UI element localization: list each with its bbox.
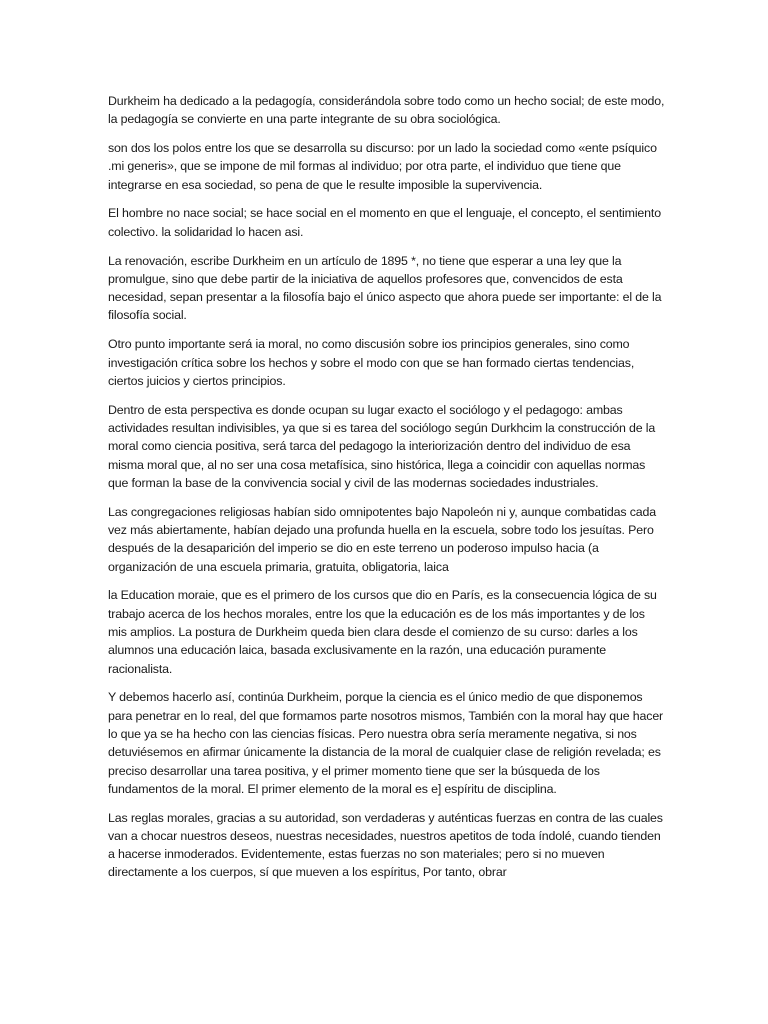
paragraph: La renovación, escribe Durkheim en un artículo de 1895 *, no tiene que esperar a una ley que la promulgue, sino que debe partir de la iniciativa de aquellos profesores que, convencidos de esta necesidad, sepan presentar a la filosofía bajo el único aspecto que ahora puede ser importante: el de la filosofía social. bbox=[108, 253, 662, 323]
paragraph: Dentro de esta perspectiva es donde ocupan su lugar exacto el sociólogo y el pedagogo: ambas actividades resultan indivisibles, ya que si es tarea del sociólogo según Durkhcim la construcción de la moral como ciencia positiva, será tarca del pedagogo la interiorización dentro del individuo de esa misma moral que, al no ser una cosa metafísica, sino histórica, llega a coincidir con aquellas normas que forman la base de la convivencia social y civil de las modernas sociedades industriales. bbox=[108, 402, 656, 490]
paragraph: Las reglas morales, gracias a su autoridad, son verdaderas y auténticas fuerzas en contra de las cuales van a chocar nuestros deseos, nuestras necesidades, nuestros apetitos de toda índolé, cuando tienden a hacerse inmoderados. Evidentemente, estas fuerzas no son materiales; pero si no mueven directamente a los cuerpos, sí que mueven a los espíritus, Por tanto, obrar bbox=[108, 810, 663, 880]
paragraph: son dos los polos entre los que se desarrolla su discurso: por un lado la sociedad como «ente psíquico .mi generis», que se impone de mil formas al individuo; por otra parte, el individuo que tiene que integrarse en esa sociedad, so pena de que le resulte imposible la supervivencia. bbox=[108, 141, 657, 192]
paragraph: Durkheim ha dedicado a la pedagogía, considerándola sobre todo como un hecho social; de este modo, la pedagogía se convierte en una parte integrante de su obra sociológica. bbox=[108, 94, 665, 127]
paragraph: Otro punto importante será ia moral, no como discusión sobre ios principios generales, sino como investigación crítica sobre los hechos y sobre el modo con que se han formado ciertas tendencias, ciertos juicios y ciertos principios. bbox=[108, 337, 635, 388]
paragraph: Las congregaciones religiosas habían sido omnipotentes bajo Napoleón ni y, aunque combatidas cada vez más abiertamente, habían dejado una profunda huella en la escuela, sobre todo los jesuítas. Pero después de la desaparición del imperio se dio en este terreno un poderoso impulso hacia (a organización de una escuela primaria, gratuita, obligatoria, laica bbox=[108, 504, 656, 574]
paragraph: la Education moraie, que es el primero de los cursos que dio en París, es la consecuencia lógica de su trabajo acerca de los hechos morales, entre los que la educación es de los más importantes y de los mis amplios. La postura de Durkheim queda bien clara desde el comienzo de su curso: darles a los alumnos una educación laica, basada exclusivamente en la razón, una educación puramente racionalista. bbox=[108, 588, 657, 676]
document-body bbox=[108, 92, 666, 892]
paragraph: Y debemos hacerlo así, continúa Durkheim, porque la ciencia es el único medio de que disponemos para penetrar en lo real, del que formamos parte nosotros mismos, También con la moral hay que hacer lo que ya se ha hecho con las ciencias físicas. Pero nuestra obra sería meramente negativa, si nos detuviésemos en afirmar únicamente la distancia de la moral de cualquier clase de religión revelada; es preciso desarrollar una tarea positiva, y el primer momento tiene que ser la búsqueda de los fundamentos de la moral. El primer elemento de la moral es e] espíritu de disciplina. bbox=[108, 690, 664, 796]
paragraph: El hombre no nace social; se hace social en el momento en que el lenguaje, el concepto, el sentimiento colectivo. la solidaridad lo hacen asi. bbox=[108, 206, 661, 239]
